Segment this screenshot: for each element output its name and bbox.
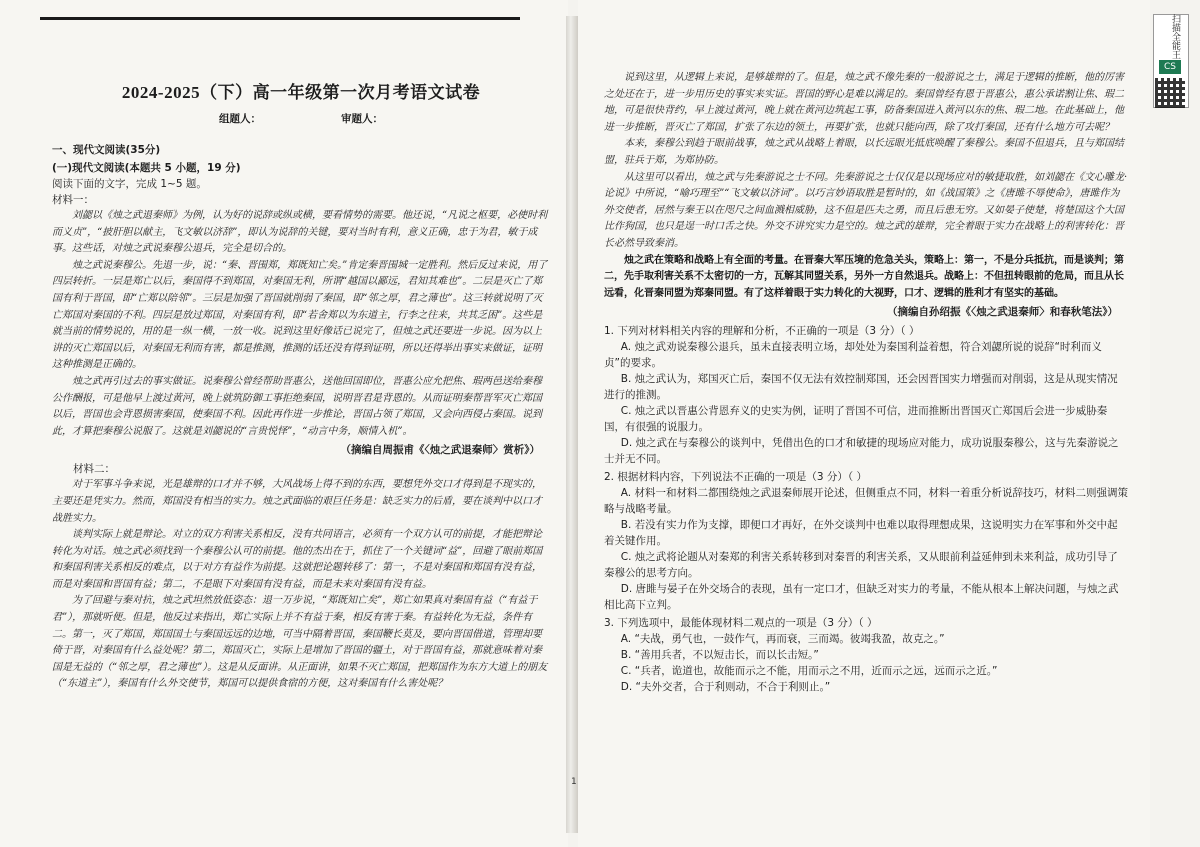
material-one-label: 材料一： (52, 194, 94, 206)
question-option: D. “夫外交者，合于利则动，不合于利则止。” (620, 681, 831, 694)
question-option: C. “兵者，诡道也，故能而示之不能，用而示之不用，近而示之远，远而示之近。” (620, 665, 998, 678)
question-option: B. 若没有实力作为支撑，即便口才再好，在外交谈判中也难以取得理想成果，这说明实力在军事和外交中起着关键作用。 (604, 519, 1118, 548)
subsection-heading: (一)现代文阅读(本题共 5 小题，19 分) (52, 162, 241, 174)
top-scan-rule (40, 17, 520, 20)
question-option: B. “善用兵者，不以短击长，而以长击短。” (620, 649, 819, 662)
material-two-paragraph: 烛之武在策略和战略上有全面的考量。在晋秦大军压境的危急关头，策略上：第一，不是分兵抵抗，而是谈判；第二，先手取利害关系不太密切的一方，瓦解其同盟关系，另外一方自然退兵。战略上：不但扭转眼前的危局，而且从长远看，化晋秦同盟为郑秦同盟。有了这样着眼于实力转化的大视野，口才、逻辑的胜利才有坚实的基础。 (604, 254, 1124, 299)
page-fold (566, 16, 578, 833)
material-one-source: （摘编自周振甫《〈烛之武退秦师〉赏析》） (340, 444, 540, 457)
question-option: C. 烛之武将论题从对秦郑的利害关系转移到对秦晋的利害关系，又从眼前利益延伸到未来利益，成功引导了秦穆公的思考方向。 (604, 551, 1118, 580)
exam-title: 2024-2025（下）高一年级第一次月考语文试卷 (121, 83, 481, 102)
material-one-paragraph: 烛之武说秦穆公。先退一步，说：“秦、晋围郑，郑既知亡矣。”肯定秦晋围城一定胜利。然后反过来说，用了四层转折。一层是郑亡以后，秦国得不到郑国，对秦国无利，所谓“越国以鄙远，君知其难也”。二层是灭亡了郑国有利于晋国，即“亡郑以陪邻”。三层是加强了晋国就削弱了秦国，即“邻之厚，君之薄也”。这三转就说明了灭亡郑国对秦国的不利。四层是放过郑国，对秦国有利，即“若舍郑以为东道主，行李之往来，共其乏困”。这些是就当前的情势说的，用的是一纵一横，一放一收。说到这里好像话已说完了，但烛之武还要进一步说。因为以上讲的灭亡郑国以后，对秦国无利而有害，都是推测，推测的话还没有得到证明，所以还得举出事实来做证，证明这种推测是正确的。 (52, 259, 548, 371)
qr-code-icon (1155, 78, 1185, 108)
material-two-paragraph: 为了回避与秦对抗，烛之武坦然放低姿态：退一万步说，“郑既知亡矣”，郑亡如果真对秦国有益（“有益于君”），那就听便。但是，他反过来指出，郑亡实际上并不有益于秦，相反有害于秦。有益转化为无益，条件有二。第一，灭了郑国，郑国国土与秦国远远的边地，可当中隔着晋国，秦国鞭长莫及，要向晋国借道，管理却要倚于晋，对秦国有什么益处呢？第二，郑国灭亡，实际上是增加了晋国的疆土，对于晋国有益，那就意味着对秦国是无益的（“邻之厚，君之薄也”）。这是从反面讲。从正面讲，如果不灭亡郑国，把郑国作为东方大道上的朋友（“东道主”），秦国有什么外交使节，郑国可以提供食宿的方便，这对秦国有什么害处呢？ (52, 595, 548, 690)
section-heading: 一、现代文阅读(35分) (52, 144, 161, 156)
question-option: B. 烛之武认为，郑国灭亡后，秦国不仅无法有效控制郑国，还会因晋国实力增强而对削弱，这是从现实情况进行的推测。 (604, 373, 1118, 402)
question-option: C. 烛之武以晋惠公背恩弃义的史实为例，证明了晋国不可信，进而推断出晋国灭亡郑国后会进一步威胁秦国，有很强的说服力。 (604, 405, 1108, 434)
material-two-source: （摘编自孙绍振《〈烛之武退秦师〉和春秋笔法》） (887, 306, 1118, 319)
material-one-paragraph: 烛之武再引过去的事实做证。说秦穆公曾经帮助晋惠公，送他回国即位，晋惠公应允把焦、瑕两邑送给秦穆公作酬报，可是他早上渡过黄河，晚上就筑防御工事拒绝秦国，说明晋君是背恩的。从而证明秦帮晋军灭亡郑国以后，晋国也会背恩损害秦国，使秦国不利。因此再作进一步推论，晋国占领了郑国，又会向西侵占秦国。说到此，才算把秦穆公说服了。这就是刘勰说的“言贵悦怿”，“动言中务，顺情入机”。 (52, 375, 542, 437)
page-number: 1 (571, 777, 577, 787)
question-stem: 2. 根据材料内容，下列说法不正确的一项是（3 分）（ ） (604, 471, 867, 484)
exam-meta (52, 111, 550, 126)
scanner-watermark-text: 扫描全能王 (1170, 14, 1180, 59)
question-option: A. 材料一和材料二都围绕烛之武退秦师展开论述，但侧重点不同，材料一着重分析说辞技巧，材料二则强调策略与战略考量。 (604, 487, 1128, 516)
material-two-paragraph: 说到这里，从逻辑上来说，是够雄辩的了。但是，烛之武不像先秦的一般游说之士，满足于逻辑的推断，他的厉害之处还在于，进一步用历史的事实来实证。晋国的野心是难以满足的。秦国曾经有恩于晋惠公，惠公承诺割让焦、瑕二地，可是很快背约，早上渡过黄河，晚上就在黄河边筑起工事，防备秦国进入黄河以东的焦、瑕二地。在此基础上，他进一步推断，晋灭亡了郑国，扩张了东边的领土，再要扩张，也就只能向西，除了攻打秦国，还有什么地方可去呢？ (604, 72, 1124, 133)
left-page (0, 0, 568, 847)
question-stem: 1. 下列对材料相关内容的理解和分析，不正确的一项是（3 分）（ ） (604, 325, 920, 338)
material-two-paragraph: 从这里可以看出，烛之武与先秦游说之士不同。先秦游说之士仅仅是以现场应对的敏捷取胜，如刘勰在《文心雕龙·论说》中所说，“喻巧理至”“飞文敏以济词”。以巧言妙语取胜是暂时的，如《战国策》之《唐雎不辱使命》，唐雎作为外交使者，居然与秦王以在咫尺之间血溅相威胁，这不但是匹夫之勇，而且后患无穷。又如晏子使楚，将楚国这个大国比作狗国，也只是逞一时口舌之快。外交不讲究实力是空的。烛之武的雄辩，完全着眼于实力在战略上的利害转化：晋长必然导致秦消。 (604, 171, 1128, 249)
setter-label: 组题人： (219, 113, 261, 125)
reviewer-label: 审题人： (341, 113, 383, 125)
material-two-paragraph: 本来，秦穆公到趋于眼前战事，烛之武从战略上着眼，以长远眼光抵底唤醒了秦穆公。秦国不但退兵，且与郑国结盟，驻兵于郑，为郑协防。 (604, 138, 1124, 166)
material-one-paragraph: 刘勰以《烛之武退秦师》为例，认为好的说辞或纵或横，要看情势的需要。他还说，“凡说之枢要，必使时利而义贞”，“披肝胆以献主，飞文敏以济辞”，即认为说辞的关键，要对当时有利，意义正确，忠于为君，敏于成事。这些话，对烛之武说秦穆公退兵，完全是切合的。 (52, 210, 548, 255)
question-stem: 3. 下列选项中，最能体现材料二观点的一项是（3 分）（ ） (604, 617, 878, 630)
scanner-logo-icon: CS (1159, 60, 1181, 74)
material-two-label: 材料二： (73, 463, 115, 476)
reading-instruction: 阅读下面的文字，完成 1~5 题。 (52, 178, 207, 190)
question-option: D. 烛之武在与秦穆公的谈判中，凭借出色的口才和敏捷的现场应对能力，成功说服秦穆公，这与先秦游说之士并无不同。 (604, 437, 1119, 466)
material-two-paragraph: 谈判实际上就是辩论。对立的双方利害关系相反，没有共同语言，必须有一个双方认可的前提，才能把辩论转化为对话。烛之武必须找到一个秦穆公认可的前提。他的杰出在于，抓住了一个关键词“益”，回避了眼前郑国和秦国利害关系相反的难点，以于对方有益作为前提。这就把论题转移了：第一，不是对秦国和郑国有没有益，而是对秦国和晋国有益；第二，不是眼下对秦国有没有益，而是未来对秦国有没有益。 (52, 529, 543, 590)
right-page (578, 0, 1150, 847)
question-option: D. 唐雎与晏子在外交场合的表现，虽有一定口才，但缺乏对实力的考量，不能从根本上解决问题，与烛之武相比高下立判。 (604, 583, 1119, 612)
question-option: A. “夫战，勇气也，一鼓作气，再而衰，三而竭。彼竭我盈，故克之。” (620, 633, 945, 646)
question-option: A. 烛之武劝说秦穆公退兵，虽未直接表明立场，却处处为秦国利益着想，符合刘勰所说的说辞“时利而义贞”的要求。 (604, 341, 1102, 370)
material-two-paragraph: 对于军事斗争来说，光是雄辩的口才并不够，大风战场上得不到的东西，要想凭外交口才得到是不现实的，主要还是凭实力。然而，郑国没有相当的实力。烛之武面临的艰巨任务是：缺乏实力的后盾，要在谈判中以口才战胜实力。 (52, 479, 542, 524)
